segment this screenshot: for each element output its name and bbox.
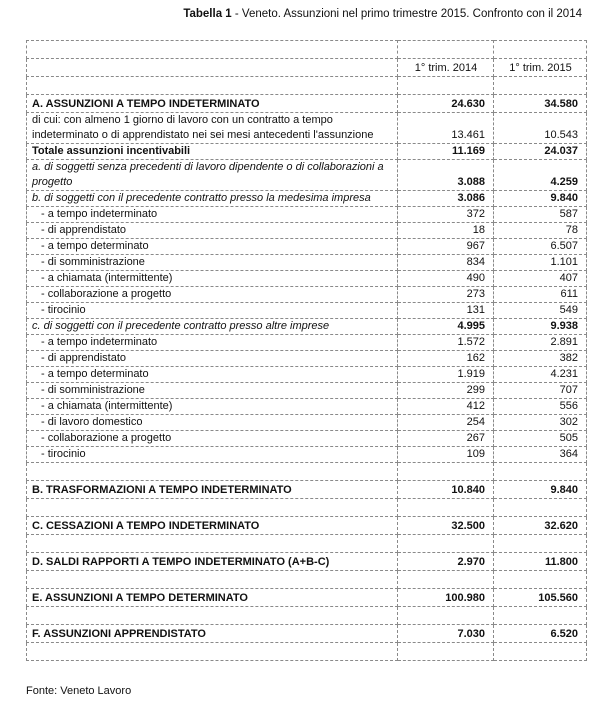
empty-cell (398, 499, 494, 517)
value-2014: 162 (398, 351, 494, 367)
value-2015: 1.101 (494, 255, 587, 271)
value-2015: 6.507 (494, 239, 587, 255)
empty-cell (27, 463, 398, 481)
empty-cell (494, 499, 587, 517)
row-label: b. di soggetti con il precedente contratto presso la medesima impresa (27, 191, 398, 207)
row-label: di cui: con almeno 1 giorno di lavoro con un contratto a tempo indeterminato o di apprendistato nei sei mesi antecedenti l'assunzione (27, 113, 398, 144)
empty-cell (398, 41, 494, 59)
table-row (27, 287, 587, 303)
value-2014: 10.840 (398, 481, 494, 499)
row-label: A. ASSUNZIONI A TEMPO INDETERMINATO (27, 95, 398, 113)
table-row (27, 571, 587, 589)
table-row (27, 239, 587, 255)
table-row (27, 415, 587, 431)
table-row (27, 255, 587, 271)
value-2014: 1.572 (398, 335, 494, 351)
value-2014: 490 (398, 271, 494, 287)
empty-cell (494, 535, 587, 553)
table-row (27, 607, 587, 625)
value-2014: 100.980 (398, 589, 494, 607)
table-row (27, 535, 587, 553)
value-2014: 412 (398, 399, 494, 415)
table-row (27, 160, 587, 191)
empty-cell (398, 535, 494, 553)
table-row (27, 303, 587, 319)
empty-cell (27, 643, 398, 661)
value-2015: 9.840 (494, 481, 587, 499)
table-row (27, 41, 587, 59)
empty-cell (398, 607, 494, 625)
table-row (27, 113, 587, 144)
table-row (27, 499, 587, 517)
empty-cell (27, 571, 398, 589)
value-2014: 11.169 (398, 144, 494, 160)
value-2014: 131 (398, 303, 494, 319)
row-label: - collaborazione a progetto (27, 431, 398, 447)
table-row (27, 589, 587, 607)
row-label: D. SALDI RAPPORTI A TEMPO INDETERMINATO (A+B-C) (27, 553, 398, 571)
value-2015: 32.620 (494, 517, 587, 535)
value-2015: 587 (494, 207, 587, 223)
table-row (27, 517, 587, 535)
row-label: - di lavoro domestico (27, 415, 398, 431)
value-2015: 549 (494, 303, 587, 319)
row-label: - a tempo indeterminato (27, 335, 398, 351)
value-2014: 3.088 (398, 160, 494, 191)
empty-cell (27, 535, 398, 553)
value-2015: 302 (494, 415, 587, 431)
value-2015: 9.938 (494, 319, 587, 335)
empty-cell (398, 77, 494, 95)
table-title (0, 8, 582, 20)
value-2015: 364 (494, 447, 587, 463)
row-label: - di apprendistato (27, 223, 398, 239)
row-label: - tirocinio (27, 447, 398, 463)
value-2015: 24.037 (494, 144, 587, 160)
table-row (27, 223, 587, 239)
table-row (27, 319, 587, 335)
row-label: - a chiamata (intermittente) (27, 271, 398, 287)
value-2014: 254 (398, 415, 494, 431)
value-2015: 11.800 (494, 553, 587, 571)
empty-cell (27, 607, 398, 625)
table-row (27, 399, 587, 415)
empty-cell (494, 607, 587, 625)
row-label: c. di soggetti con il precedente contratto presso altre imprese (27, 319, 398, 335)
row-label: B. TRASFORMAZIONI A TEMPO INDETERMINATO (27, 481, 398, 499)
row-label: - a chiamata (intermittente) (27, 399, 398, 415)
value-2014: 7.030 (398, 625, 494, 643)
row-label: C. CESSAZIONI A TEMPO INDETERMINATO (27, 517, 398, 535)
value-2015: 556 (494, 399, 587, 415)
table-row (27, 191, 587, 207)
data-table (26, 40, 587, 661)
row-label: F. ASSUNZIONI APPRENDISTATO (27, 625, 398, 643)
value-2014: 299 (398, 383, 494, 399)
table-row (27, 383, 587, 399)
value-2015: 407 (494, 271, 587, 287)
table-row (27, 271, 587, 287)
row-label: E. ASSUNZIONI A TEMPO DETERMINATO (27, 589, 398, 607)
value-2015: 707 (494, 383, 587, 399)
row-label: - di apprendistato (27, 351, 398, 367)
empty-cell (494, 463, 587, 481)
row-label: a. di soggetti senza precedenti di lavoro dipendente o di collaborazioni a progetto (27, 160, 398, 191)
empty-cell (27, 77, 398, 95)
value-2015: 105.560 (494, 589, 587, 607)
value-2014: 4.995 (398, 319, 494, 335)
value-2014: 967 (398, 239, 494, 255)
table-row (27, 367, 587, 383)
table-row (27, 447, 587, 463)
table-row (27, 95, 587, 113)
table-row (27, 207, 587, 223)
table-row (27, 643, 587, 661)
value-2014: 1.919 (398, 367, 494, 383)
column-header-2014: 1° trim. 2014 (398, 59, 494, 77)
table-title-prefix: Tabella 1 (183, 8, 232, 20)
value-2015: 9.840 (494, 191, 587, 207)
value-2014: 834 (398, 255, 494, 271)
value-2014: 32.500 (398, 517, 494, 535)
empty-cell (494, 77, 587, 95)
table-row (27, 335, 587, 351)
value-2014: 24.630 (398, 95, 494, 113)
table-row (27, 77, 587, 95)
column-header-2015: 1° trim. 2015 (494, 59, 587, 77)
value-2015: 4.259 (494, 160, 587, 191)
table-title-text: - Veneto. Assunzioni nel primo trimestre 2015. Confronto con il 2014 (231, 8, 582, 20)
row-label: - tirocinio (27, 303, 398, 319)
empty-cell (398, 571, 494, 589)
table-row (27, 431, 587, 447)
value-2014: 2.970 (398, 553, 494, 571)
empty-cell (494, 643, 587, 661)
value-2015: 78 (494, 223, 587, 239)
value-2015: 4.231 (494, 367, 587, 383)
table-row (27, 351, 587, 367)
table-row (27, 625, 587, 643)
value-2014: 372 (398, 207, 494, 223)
header-blank-cell (27, 59, 398, 77)
empty-cell (398, 643, 494, 661)
value-2015: 10.543 (494, 113, 587, 144)
table-row (27, 463, 587, 481)
row-label: Totale assunzioni incentivabili (27, 144, 398, 160)
row-label: - a tempo determinato (27, 239, 398, 255)
empty-cell (494, 571, 587, 589)
value-2014: 18 (398, 223, 494, 239)
table-row (27, 59, 587, 77)
row-label: - a tempo indeterminato (27, 207, 398, 223)
table-row (27, 481, 587, 499)
value-2014: 3.086 (398, 191, 494, 207)
value-2014: 109 (398, 447, 494, 463)
value-2015: 382 (494, 351, 587, 367)
value-2015: 611 (494, 287, 587, 303)
value-2015: 34.580 (494, 95, 587, 113)
source-note: Fonte: Veneto Lavoro (26, 685, 132, 697)
empty-cell (494, 41, 587, 59)
row-label: - collaborazione a progetto (27, 287, 398, 303)
empty-cell (27, 41, 398, 59)
value-2015: 6.520 (494, 625, 587, 643)
table-row (27, 553, 587, 571)
value-2014: 13.461 (398, 113, 494, 144)
value-2014: 273 (398, 287, 494, 303)
empty-cell (27, 499, 398, 517)
value-2015: 2.891 (494, 335, 587, 351)
value-2015: 505 (494, 431, 587, 447)
value-2014: 267 (398, 431, 494, 447)
row-label: - di somministrazione (27, 383, 398, 399)
row-label: - di somministrazione (27, 255, 398, 271)
row-label: - a tempo determinato (27, 367, 398, 383)
table-row (27, 144, 587, 160)
empty-cell (398, 463, 494, 481)
